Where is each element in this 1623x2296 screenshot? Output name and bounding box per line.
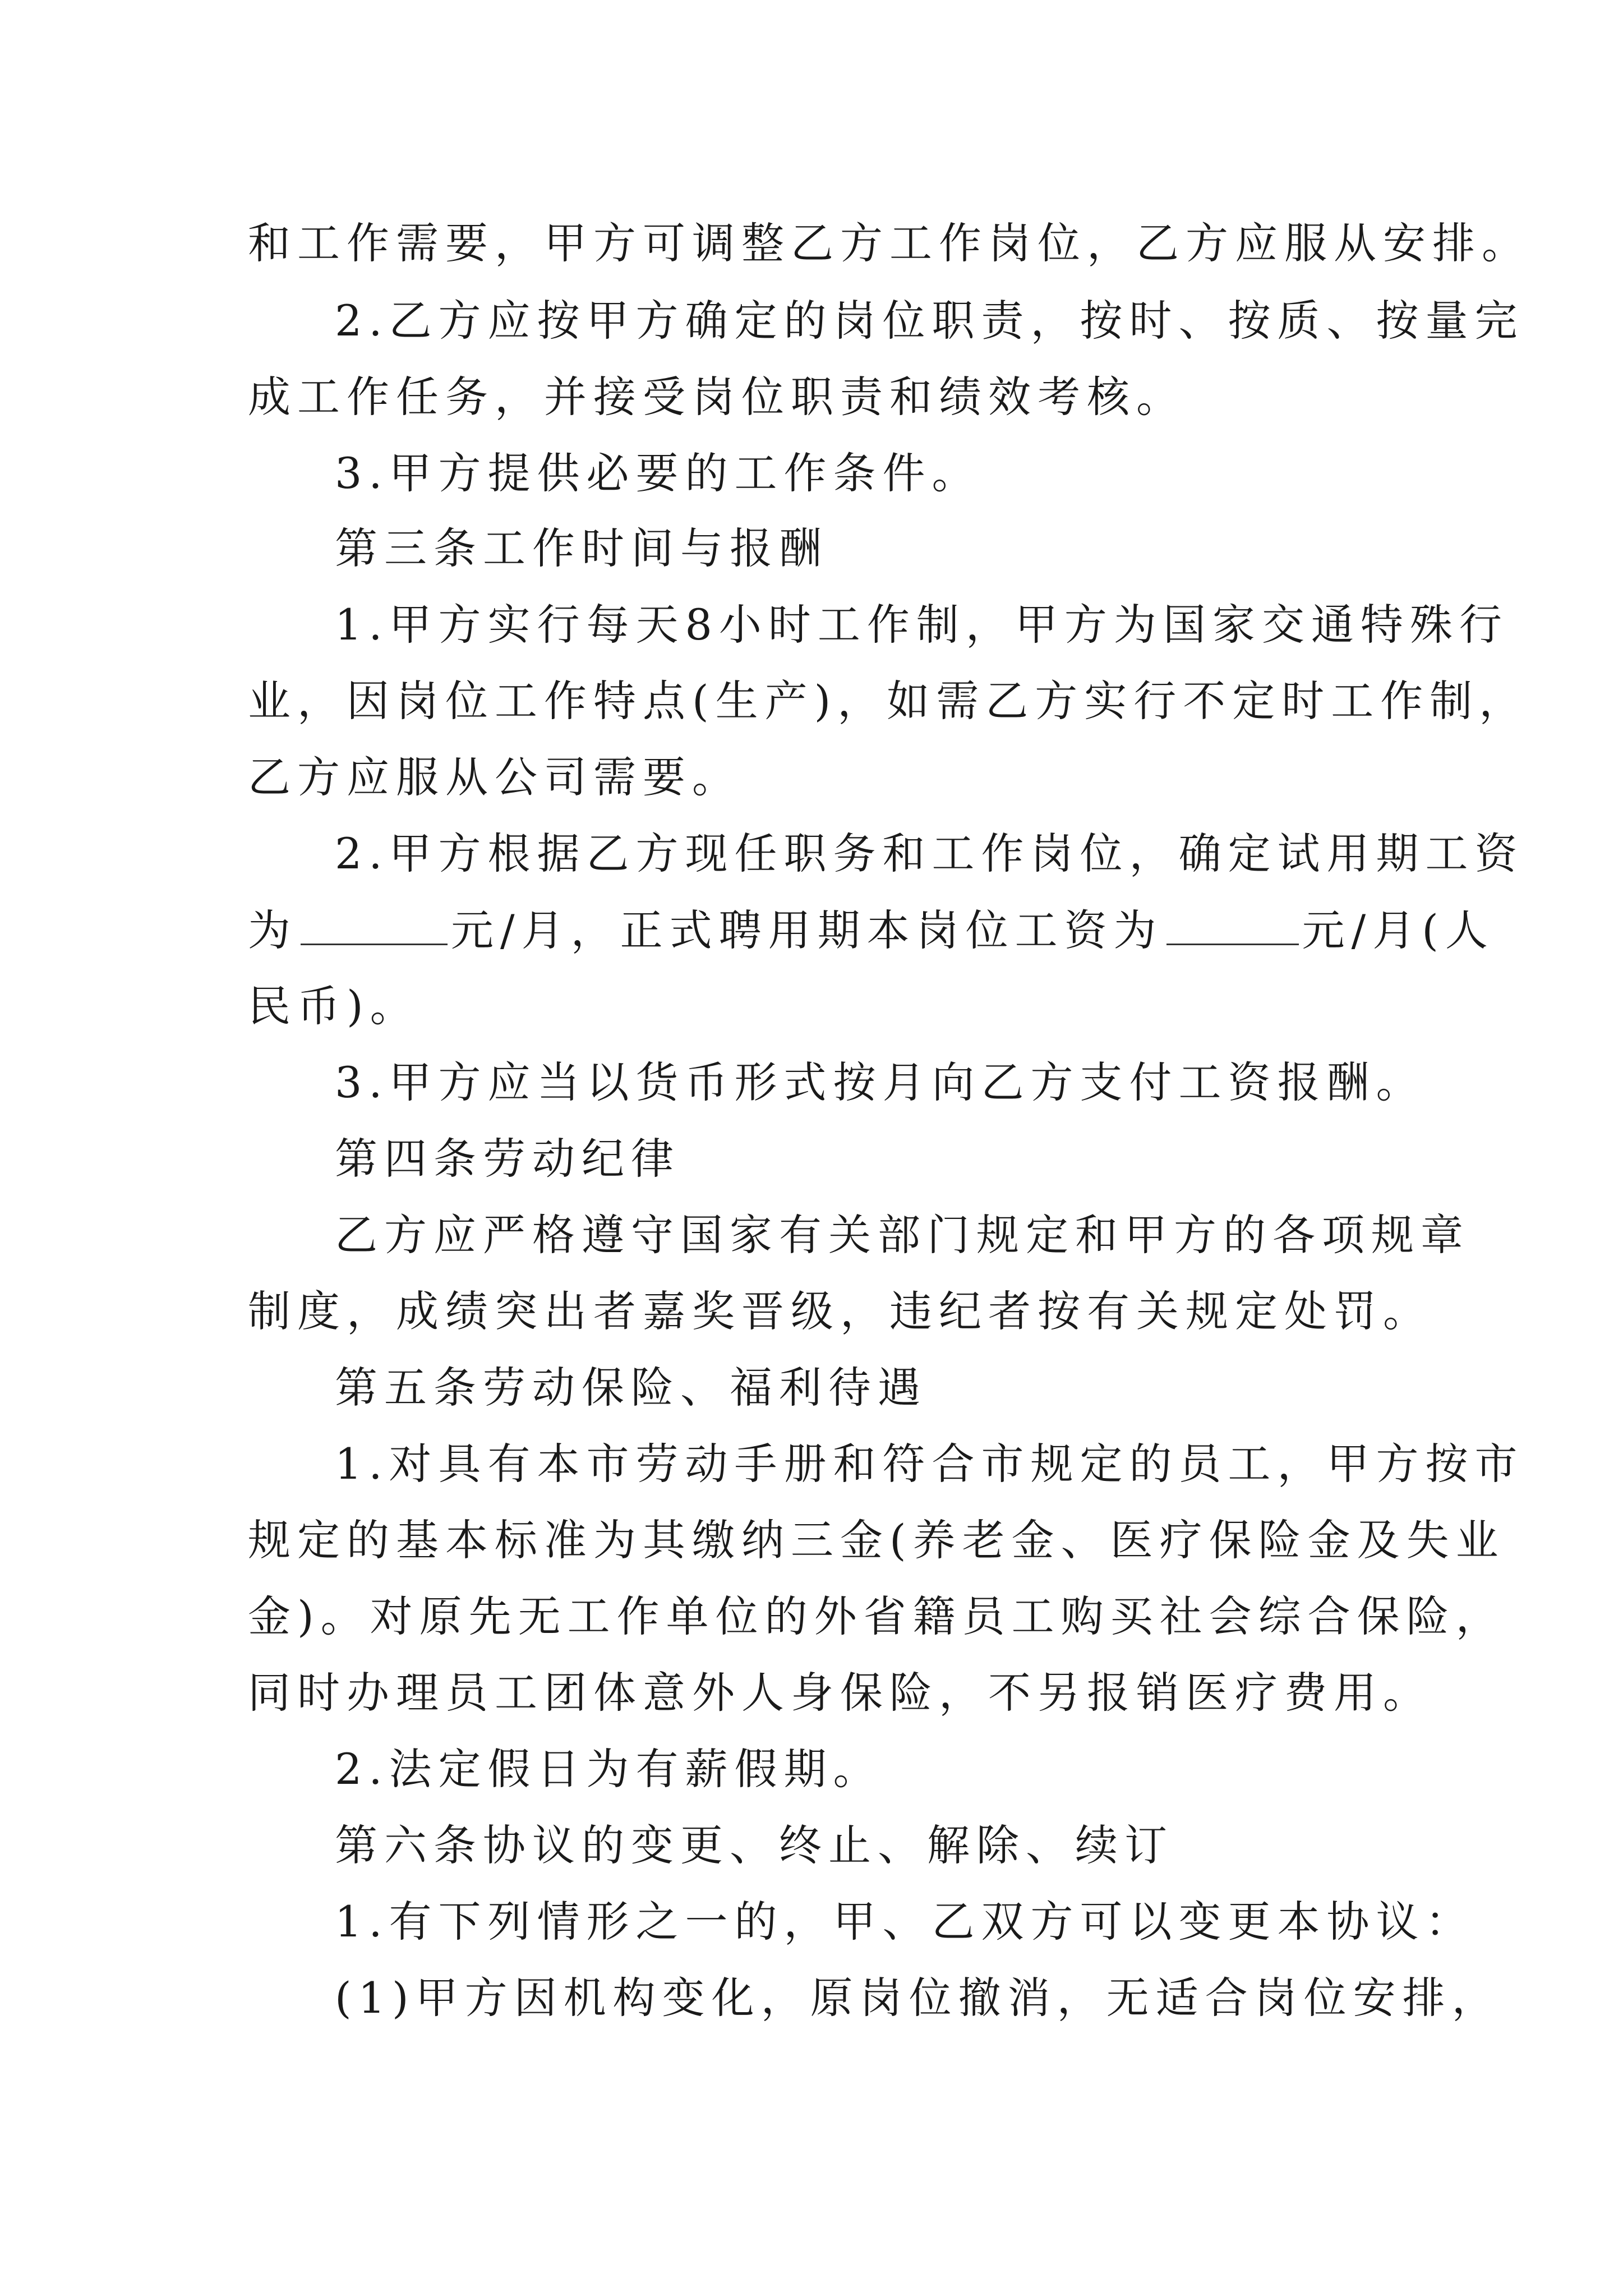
text-line: 金)。对原先无工作单位的外省籍员工购买社会综合保险， [248,1591,1505,1641]
section-heading: 第四条劳动纪律 [335,1134,680,1184]
text-line: (1)甲方因机构变化，原岗位撤消，无适合岗位安排， [335,1973,1501,2023]
section-heading: 第五条劳动保险、福利待遇 [335,1363,927,1412]
text-segment: 为 [248,905,297,955]
text-line: 制度，成绩突出者嘉奖晋级，违纪者按有关规定处罚。 [248,1286,1432,1336]
text-segment: 元/月，正式聘用期本岗位工资为 [451,905,1163,955]
text-line: 乙方应严格遵守国家有关部门规定和甲方的各项规章 [335,1210,1470,1260]
text-line: 民币)。 [248,981,419,1031]
text-line: 规定的基本标准为其缴纳三金(养老金、医疗保险金及失业 [248,1515,1505,1565]
text-line: 2.乙方应按甲方确定的岗位职责，按时、按质、按量完 [335,296,1524,346]
text-line: 2.甲方根据乙方现任职务和工作岗位，确定试用期工资 [335,829,1524,878]
text-line: 2.法定假日为有薪假期。 [335,1744,883,1794]
text-line: 成工作任务，并接受岗位职责和绩效考核。 [248,372,1186,422]
text-line: 业，因岗位工作特点(生产)，如需乙方实行不定时工作制， [248,676,1529,726]
text-segment: 元/月(人 [1302,905,1495,955]
text-line: 乙方应服从公司需要。 [248,752,741,802]
section-heading: 第三条工作时间与报酬 [335,523,828,573]
fill-in-blank [301,909,448,945]
text-line: 1.有下列情形之一的，甲、乙双方可以变更本协议： [335,1897,1475,1947]
text-line: 同时办理员工团体意外人身保险，不另报销医疗费用。 [248,1668,1432,1718]
text-line: 3.甲方提供必要的工作条件。 [335,448,981,498]
text-line-with-blanks [248,905,1495,955]
fill-in-blank [1166,909,1299,945]
text-line: 和工作需要，甲方可调整乙方工作岗位，乙方应服从安排。 [248,218,1531,268]
text-line: 1.甲方实行每天8小时工作制，甲方为国家交通特殊行 [335,600,1509,650]
text-line: 3.甲方应当以货币形式按月向乙方支付工资报酬。 [335,1057,1426,1107]
section-heading: 第六条协议的变更、终止、解除、续订 [335,1820,1174,1870]
text-line: 1.对具有本市劳动手册和符合市规定的员工，甲方按市 [335,1439,1524,1489]
